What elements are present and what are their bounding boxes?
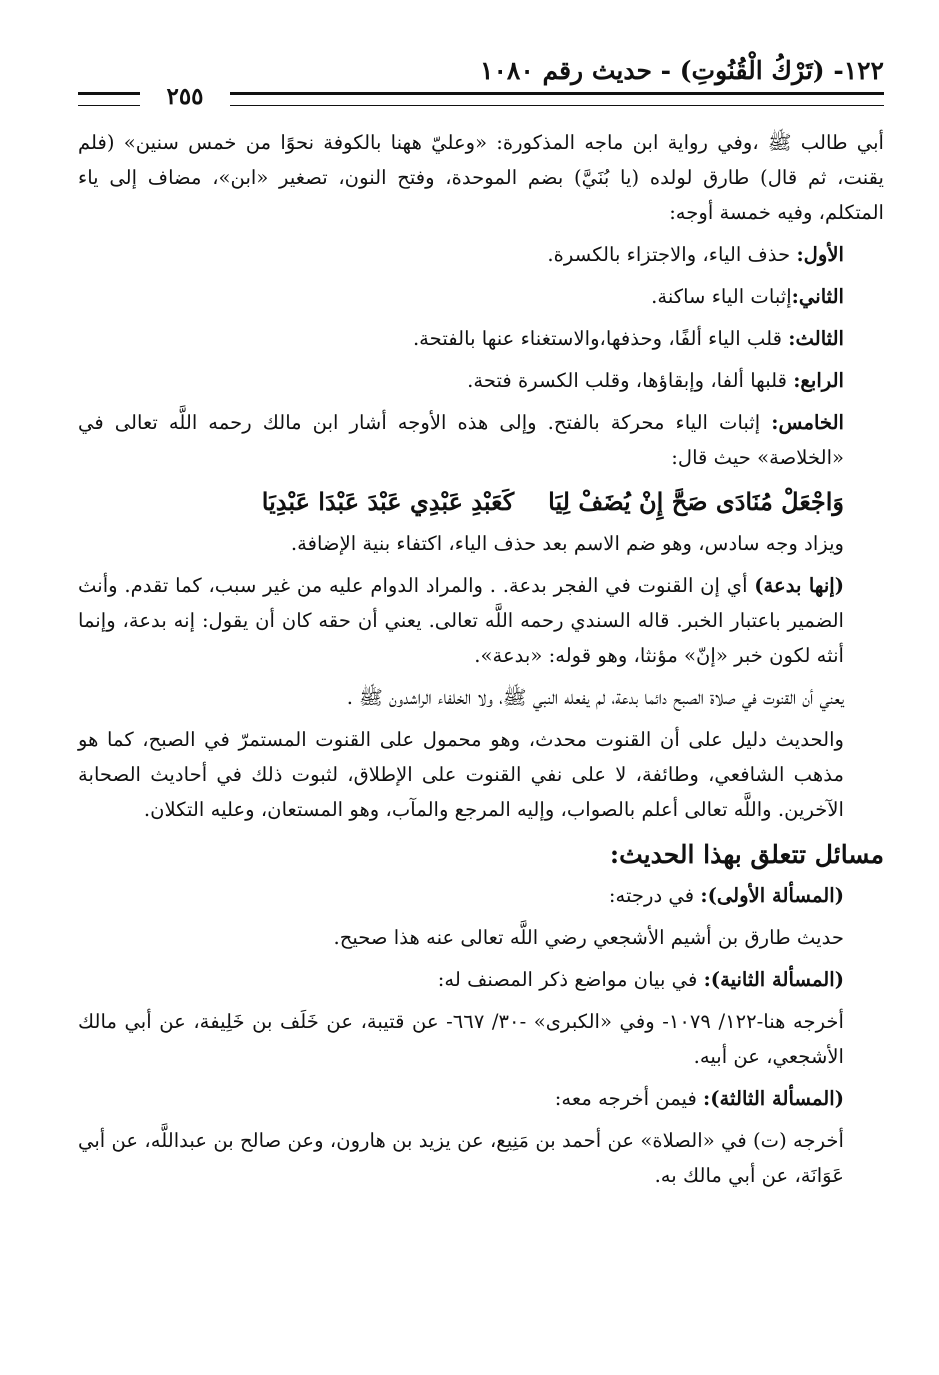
face-fourth: [78, 363, 884, 398]
question-first-term: (المسألة الأولى):: [700, 884, 844, 907]
page-body: [78, 125, 884, 1200]
face-second: [78, 279, 884, 314]
face-third-term: الثالث:: [788, 327, 844, 350]
question-third: [78, 1081, 884, 1116]
header-rule-left: [78, 92, 140, 106]
paragraph-hadith: والحديث دليل على أن القنوت محدث، وهو محمول على القنوت المستمرّ في الصبح، كما هو مذهب الشافعي، وطائفة، لا على نفي القنوت على الإطلاق، لثبوت ذلك في أحاديث الصحابة الآخرين. واللَّه تعالى أعلم بالصواب، وإليه المرجع والمآب، وهو المستعان، وعليه التكلان.: [78, 728, 844, 821]
face-third-text: قلب الياء ألفًا، وحذفها،والاستغناء عنها بالفتحة.: [412, 327, 789, 350]
face-fifth-text: إثبات الياء محركة بالفتح. وإلى هذه الأوجه أشار ابن مالك رحمه اللَّه تعالى في «الخلاصة» حيث قال:: [78, 411, 844, 469]
bidah-term: (إنها بدعة): [754, 574, 844, 597]
question-third-text: فيمن أخرجه معه:: [554, 1087, 704, 1110]
face-fourth-term: الرابع:: [793, 369, 844, 392]
verse-first-hemistich: وَاجْعَلْ مُنَادَى صَحَّ إِنْ يُضَفْ لِيَا: [548, 487, 844, 516]
running-header: [78, 56, 884, 110]
question-first: [78, 878, 884, 913]
bidah-text: أي إن القنوت في الفجر بدعة. . والمراد الدوام عليه من غير سبب، كما تقدم. وأنث الضمير باعتبار الخبر. قاله السندي رحمه اللَّه تعالى. يعني أن حقه كان أن يقول: إنه بدعة، وإنما أنثه لكون خبر «إنّ» مؤنثا، وهو قوله: «بدعة».: [78, 574, 844, 667]
face-first-term: الأول:: [796, 243, 844, 266]
paragraph-sixth-face: ويزاد وجه سادس، وهو ضم الاسم بعد حذف الياء، اكتفاء بنية الإضافة.: [290, 532, 844, 555]
question-third-body: أخرجه (ت) في «الصلاة» عن أحمد بن مَنِيع، عن يزيد بن هارون، وعن صالح بن عبداللَّه، عن أبي عَوَانَة، عن أبي مالك به.: [78, 1129, 844, 1187]
face-fifth-term: الخامس:: [771, 411, 844, 434]
header-rule-right: [230, 92, 884, 106]
face-first: [78, 237, 884, 272]
face-third: [78, 321, 884, 356]
question-second: [78, 962, 884, 997]
face-second-text: إثبات الياء ساكنة.: [651, 285, 792, 308]
face-second-term: الثاني:: [791, 285, 844, 308]
question-second-body: أخرجه هنا-١٢٢/ ١٠٧٩- وفي «الكبرى» -٣٠/ ٦٦٧- عن قتيبة، عن خَلَف بن خَلِيفة، عن أبي مالك الأشجعي، عن أبيه.: [78, 1010, 844, 1068]
poetry-verse: [78, 482, 884, 522]
paragraph-bidah: [78, 568, 884, 673]
verse-second-hemistich: كَعَبْدِ عَبْدِي عَبْدَ عَبْدَا عَبْدِيَا: [261, 487, 515, 516]
face-first-text: حذف الياء، والاجتزاء بالكسرة.: [547, 243, 797, 266]
question-second-text: في بيان مواضع ذكر المصنف له:: [437, 968, 704, 991]
header-title: ١٢٢- (تَرْكُ الْقُنُوتِ) - حديث رقم ١٠٨٠: [480, 56, 884, 85]
section-heading: مسائل تتعلق بهذا الحديث:: [609, 840, 884, 869]
question-third-term: (المسألة الثالثة):: [703, 1087, 844, 1110]
paragraph-intro: أبي طالب ﷺ ،وفي رواية ابن ماجه المذكورة: «وعليّ ههنا بالكوفة نحوًا من خمس سنين» (فلم يقنت، ثم قال) طارق لولده (يا بُنَيَّ) بضم الموحدة، وفتح النون، تصغير «ابن»، مضاف إلى ياء المتكلم، وفيه خمسة أوجه:: [78, 131, 884, 224]
page-number: ٢٥٥: [166, 83, 204, 110]
question-first-body: حديث طارق بن أشيم الأشجعي رضي اللَّه تعالى عنه هذا صحيح.: [333, 926, 844, 949]
face-fourth-text: قلبها ألفا، وإبقاؤها، وقلب الكسرة فتحة.: [467, 369, 794, 392]
paragraph-subh: يعني أن القنوت في صلاة الصبح دائما بدعة، لم يفعله النبي ﷺ، ولا الخلفاء الراشدون ﷺ .: [346, 686, 844, 709]
question-second-term: (المسألة الثانية):: [703, 968, 844, 991]
face-fifth: [78, 405, 884, 475]
question-first-text: في درجته:: [608, 884, 701, 907]
